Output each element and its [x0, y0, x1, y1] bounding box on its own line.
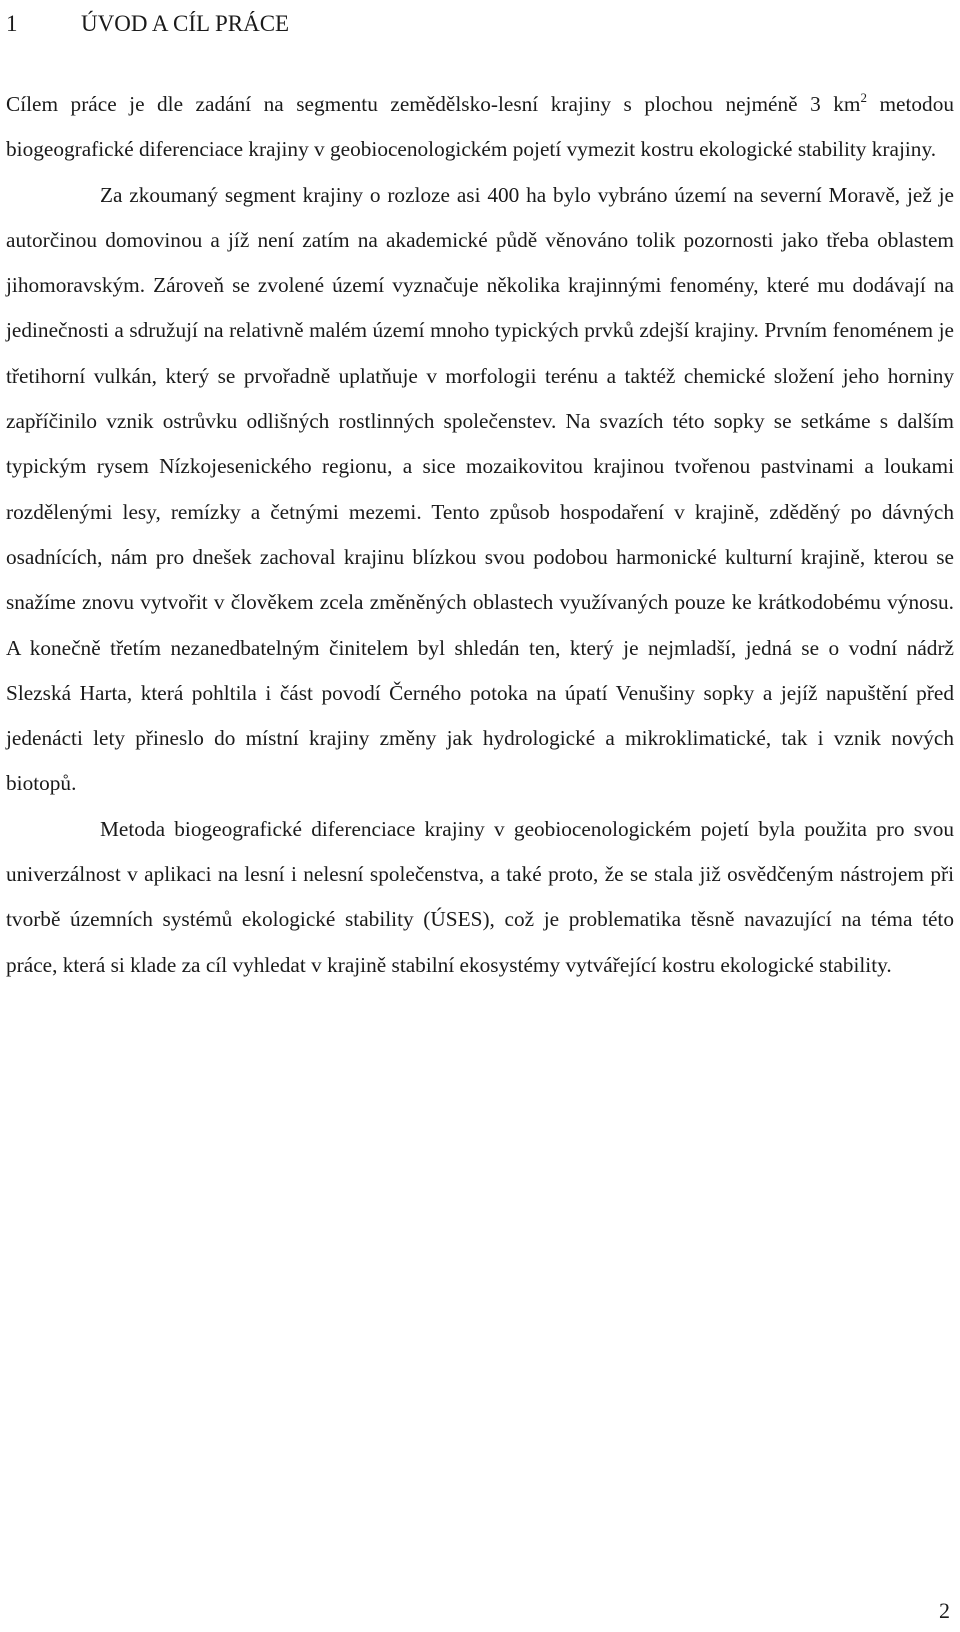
paragraph-goal-text-end: metodou biogeografické diferenciace krajiny v geobiocenologickém pojetí vymezit kostru ekologické stability krajiny.: [6, 92, 954, 162]
paragraph-method: Metoda biogeografické diferenciace krajiny v geobiocenologickém pojetí byla použita pro svou univerzálnost v aplikaci na lesní i nelesní společenstva, a také proto, že se stala již osvědčeným nástrojem při tvorbě územních systémů ekologické stability (ÚSES), což je problematika těsně navazující na téma této práce, která si klade za cíl vyhledat v krajině stabilní ekosystémy vytvářející kostru ekologické stability.: [6, 816, 954, 977]
chapter-title: ÚVOD A CÍL PRÁCE: [81, 11, 290, 36]
chapter-body: [6, 82, 954, 988]
chapter-number: 1: [6, 11, 18, 36]
chapter-heading: [6, 6, 289, 42]
paragraph-goal: [6, 82, 954, 173]
area-unit-superscript: 2: [860, 90, 867, 105]
paragraph-goal-text-start: Cílem práce je dle zadání na segmentu zemědělsko-lesní krajiny s plochou nejméně 3 km: [6, 92, 861, 116]
paragraph-study-area: Za zkoumaný segment krajiny o rozloze asi 400 ha bylo vybráno území na severní Moravě, jež je autorčinou domovinou a jíž není zatím na akademické půdě věnováno tolik pozornosti jako třeba oblastem jihomoravským. Zároveň se zvolené území vyznačuje několika krajinnými fenomény, které mu dodávají na jedinečnosti a sdružují na relativně malém území mnoho typických prvků zdejší krajiny. Prvním fenoménem je třetihorní vulkán, který se prvořadně uplatňuje v morfologii terénu a taktéž chemické složení jeho horniny zapříčinilo vznik ostrůvku odlišných rostlinných společenstev. Na svazích této sopky se setkáme s dalším typickým rysem Nízkojesenického regionu, a sice mozaikovitou krajinou tvořenou pastvinami a loukami rozdělenými lesy, remízky a četnými mezemi. Tento způsob hospodaření v krajině, zděděný po dávných osadnících, nám pro dnešek zachoval krajinu blízkou svou podobou harmonické kulturní krajině, kterou se snažíme znovu vytvořit v člověkem zcela změněných oblastech využívaných pouze ke krátkodobému výnosu. A konečně třetím nezanedbatelným činitelem byl shledán ten, který je nejmladší, jedná se o vodní nádrž Slezská Harta, která pohltila i část povodí Černého potoka na úpatí Venušiny sopky a jejíž napuštění před jedenácti lety přineslo do místní krajiny změny jak hydrologické a mikroklimatické, tak i vznik nových biotopů.: [6, 182, 954, 796]
page-number: 2: [939, 1598, 950, 1623]
